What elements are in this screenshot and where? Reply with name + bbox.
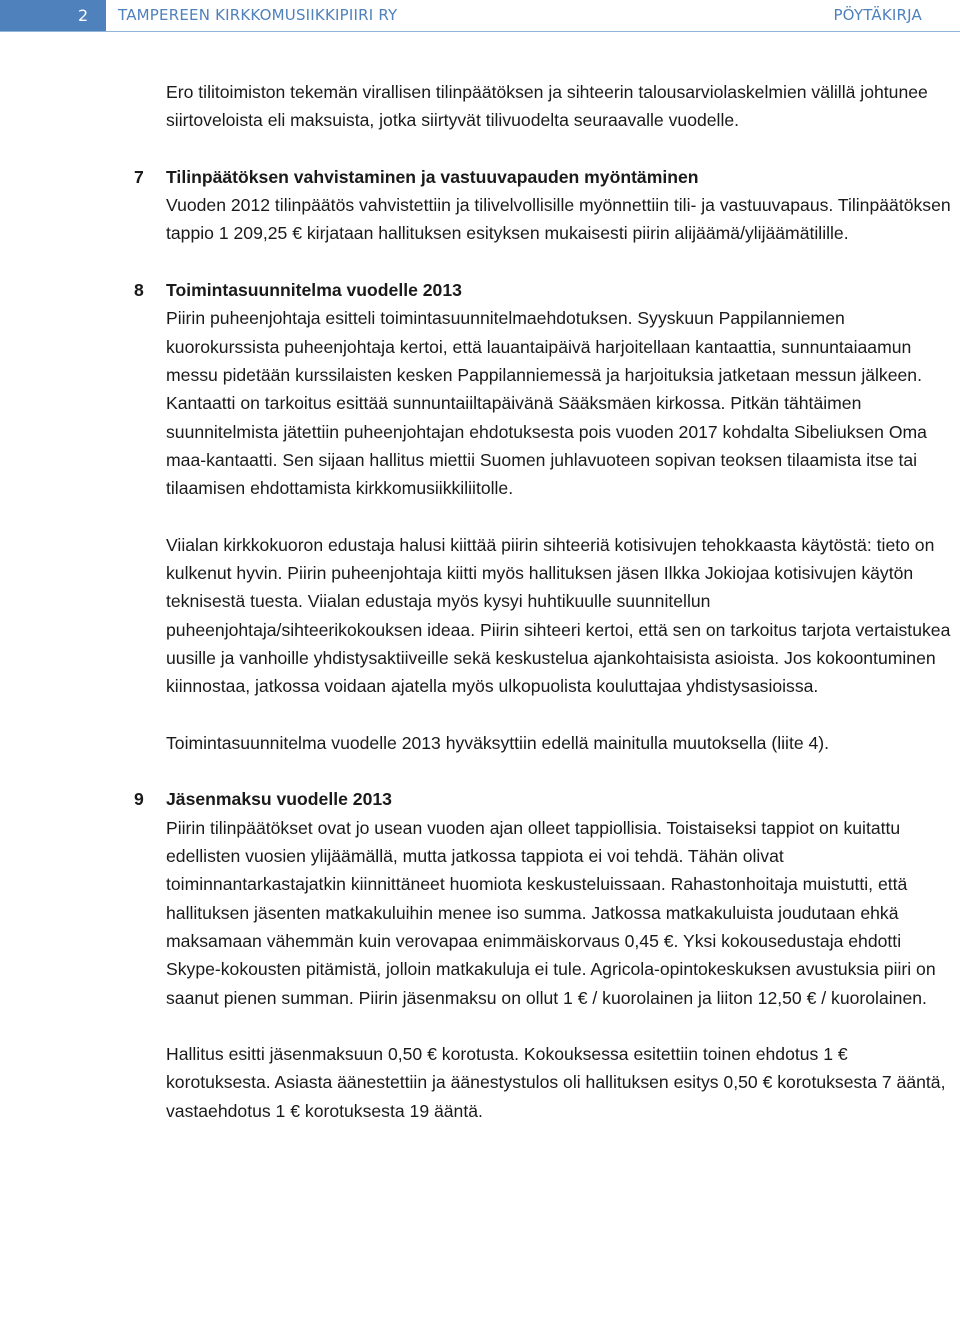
page-number-box [0, 0, 106, 31]
section-9 [134, 785, 956, 1125]
section-number: 8 [134, 280, 144, 301]
section-paragraph: Piirin tilinpäätökset ovat jo usean vuoden ajan olleet tappiollisia. Toistaiseksi tappiot on kuitattu edellisten vuosien ylijäämällä, mutta jatkossa tappiota ei voi tehdä. Tähän olivat toiminnantarkastajatkin kiinnittäneet huomiota keskusteluissaan. Rahastonhoitaja muistutti, että hallituksen jäsenten matkakuluihin menee iso summa. Jatkossa matkakuluista joudutaan ehkä maksamaan vähemmän kuin verovapaa enimmäiskorvaus 0,45 €. Yksi kokousedustaja ehdotti Skype-kokousten pitämistä, jolloin matkakuluja ei tule. Agricola-opintokeskuksen avustuksia piiri on saanut pienen summan. Piirin jäsenmaksu on ollut 1 € / kuorolainen ja liiton 12,50 € / kuorolainen. [166, 817, 936, 1008]
section-7 [134, 163, 956, 248]
page-number: 2 [78, 6, 89, 25]
section-paragraph: Vuoden 2012 tilinpäätös vahvistettiin ja tilivelvollisille myönnettiin tili- ja vastuuvapaus. Tilinpäätöksen tappio 1 209,25 € kirjataan hallituksen esityksen mukaisesti piirin alijäämä/ylijäämätilille. [166, 195, 951, 244]
intro-paragraph: Ero tilitoimiston tekemän virallisen tilinpäätöksen ja sihteerin talousarviolaskelmien välillä johtunee siirtoveloista eli maksuista, jotka siirtyvät tilivuodelta seuraavalle vuodelle. [166, 82, 928, 131]
section-title: Jäsenmaksu vuodelle 2013 [166, 789, 392, 810]
organization-name: TAMPEREEN KIRKKOMUSIIKKIPIIRI RY [118, 6, 398, 24]
section-number: 9 [134, 789, 144, 810]
section-title: Tilinpäätöksen vahvistaminen ja vastuuvapauden myöntäminen [166, 166, 699, 187]
document-body [134, 78, 956, 1125]
section-paragraph: Piirin puheenjohtaja esitteli toimintasuunnitelmaehdotuksen. Syyskuun Pappilanniemen kuorokurssista puheenjohtaja kertoi, että lauantaipäivä harjoitellaan kantaattia, sunnuntaiaamun messu pidetään kurssilaisten kesken Pappilanniemessä ja harjoituksia jatketaan messun jälkeen. Kantaatti on tarkoitus esittää sunnuntaiiltapäivänä Sääksmäen kirkossa. Pitkän tähtäimen suunnitelmista jätettiin puheenjohtajan ehdotuksesta pois vuoden 2017 kohdalta Sibeliuksen Oma maa-kantaatti. Sen sijaan hallitus miettii Suomen juhlavuoteen sopivan teoksen tilaamista itse tai tilaamisen ehdottamista kirkkomusiikkiliitolle. [166, 308, 927, 499]
section-paragraph: Toimintasuunnitelma vuodelle 2013 hyväksyttiin edellä mainitulla muutoksella (liite 4). [166, 732, 830, 753]
document-type: PÖYTÄKIRJA [833, 6, 922, 24]
section-heading [134, 163, 956, 191]
section-8 [134, 276, 956, 757]
section-title: Toimintasuunnitelma vuodelle 2013 [166, 280, 462, 301]
section-paragraph: Hallitus esitti jäsenmaksuun 0,50 € korotusta. Kokouksessa esitettiin toinen ehdotus 1 € korotuksesta. Asiasta äänestettiin ja äänestystulos oli hallituksen esitys 0,50 € korotuksesta 7 ääntä, vastaehdotus 1 € korotuksesta 19 ääntä. [166, 1044, 946, 1121]
section-heading [134, 276, 956, 304]
section-number: 7 [134, 166, 144, 187]
section-heading [134, 785, 956, 813]
page-header [0, 0, 960, 32]
section-paragraph: Viialan kirkkokuoron edustaja halusi kiittää piirin sihteeriä kotisivujen tehokkaasta käytöstä: tieto on kulkenut hyvin. Piirin puheenjohtaja kiitti myös hallituksen jäsen Ilkka Jokiojaa kotisivujen käytön teknisestä tuesta. Viialan edustaja myös kysyi huhtikuulle suunnitellun puheenjohtaja/sihteerikokouksen ideaa. Piirin sihteeri kertoi, että sen on tarkoitus tarjota vertaistukea uusille ja vanhoille yhdistysaktiiveille sekä keskustelua ajankohtaisista asioista. Jos kokoontuminen kiinnostaa, jatkossa voidaan ajatella myös ulkopuolista kouluttajaa yhdistysasioissa. [166, 534, 951, 697]
